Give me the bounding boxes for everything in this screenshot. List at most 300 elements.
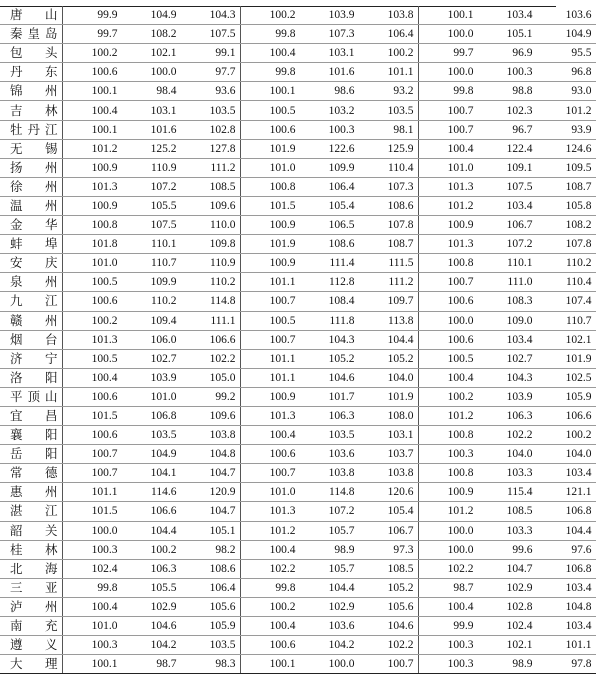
city-name-cell: 泉州 (0, 273, 62, 292)
city-name-cell: 锦州 (0, 82, 62, 101)
index-value-cell: 100.4 (240, 540, 300, 559)
index-value-cell: 101.2 (418, 406, 478, 425)
index-value-cell: 105.9 (181, 617, 241, 636)
city-name-cell: 吉林 (0, 101, 62, 120)
index-value-cell: 107.8 (537, 235, 596, 254)
index-value-cell: 100.3 (418, 636, 478, 655)
index-value-cell: 103.1 (122, 101, 181, 120)
index-value-cell: 101.7 (300, 387, 359, 406)
table-row (0, 254, 596, 273)
index-value-cell: 103.6 (300, 445, 359, 464)
table-row (0, 158, 596, 177)
table-row (0, 139, 596, 158)
index-value-cell: 102.2 (478, 426, 537, 445)
index-value-cell: 100.9 (240, 387, 300, 406)
city-name-cell: 牡丹江 (0, 120, 62, 139)
index-value-cell: 103.4 (478, 330, 537, 349)
index-value-cell: 102.7 (122, 349, 181, 368)
index-value-cell: 105.8 (537, 196, 596, 215)
index-value-cell: 108.5 (181, 177, 241, 196)
price-index-table (0, 6, 596, 674)
index-value-cell: 105.1 (478, 25, 537, 44)
index-value-cell: 100.4 (62, 597, 122, 616)
index-value-cell: 103.1 (300, 44, 359, 63)
city-name-cell: 湛江 (0, 502, 62, 521)
index-value-cell: 100.6 (240, 445, 300, 464)
index-value-cell: 93.6 (181, 82, 241, 101)
index-value-cell: 110.1 (478, 254, 537, 273)
index-value-cell: 100.5 (418, 349, 478, 368)
index-value-cell: 110.1 (122, 235, 181, 254)
index-value-cell: 102.9 (122, 597, 181, 616)
index-value-cell: 98.2 (181, 540, 241, 559)
index-value-cell: 104.4 (300, 578, 359, 597)
index-value-cell: 100.2 (537, 426, 596, 445)
index-value-cell: 100.2 (62, 44, 122, 63)
index-value-cell: 100.9 (240, 216, 300, 235)
index-value-cell: 101.8 (62, 235, 122, 254)
index-value-cell: 122.4 (478, 139, 537, 158)
index-value-cell: 96.9 (478, 44, 537, 63)
index-value-cell: 112.8 (300, 273, 359, 292)
index-value-cell: 114.6 (122, 483, 181, 502)
table-row (0, 6, 596, 25)
index-value-cell: 101.0 (240, 483, 300, 502)
index-value-cell: 111.0 (478, 273, 537, 292)
table-row (0, 349, 596, 368)
index-value-cell: 103.4 (537, 617, 596, 636)
index-value-cell: 110.2 (122, 292, 181, 311)
index-value-cell: 107.3 (359, 177, 419, 196)
index-value-cell: 95.5 (537, 44, 596, 63)
index-value-cell: 100.1 (240, 82, 300, 101)
index-value-cell: 107.2 (122, 177, 181, 196)
index-value-cell: 104.9 (122, 445, 181, 464)
index-value-cell: 105.2 (300, 349, 359, 368)
index-value-cell: 97.3 (359, 540, 419, 559)
index-value-cell: 100.3 (478, 63, 537, 82)
index-value-cell: 104.8 (537, 597, 596, 616)
index-value-cell: 100.8 (418, 426, 478, 445)
table-row (0, 292, 596, 311)
index-value-cell: 106.6 (181, 330, 241, 349)
index-value-cell: 108.4 (300, 292, 359, 311)
index-value-cell: 106.6 (122, 502, 181, 521)
index-value-cell: 110.7 (122, 254, 181, 273)
index-value-cell: 99.7 (418, 44, 478, 63)
index-value-cell: 108.0 (359, 406, 419, 425)
index-value-cell: 98.4 (122, 82, 181, 101)
index-value-cell: 114.8 (300, 483, 359, 502)
index-value-cell: 111.1 (181, 311, 241, 330)
index-value-cell: 109.7 (359, 292, 419, 311)
index-value-cell: 109.6 (181, 196, 241, 215)
index-value-cell: 101.9 (240, 139, 300, 158)
index-value-cell: 110.9 (122, 158, 181, 177)
index-value-cell: 98.6 (300, 82, 359, 101)
table-row (0, 502, 596, 521)
index-value-cell: 124.6 (537, 139, 596, 158)
index-value-cell: 100.1 (62, 120, 122, 139)
index-value-cell: 103.6 (537, 6, 596, 25)
city-name-cell: 温州 (0, 196, 62, 215)
index-value-cell: 100.5 (62, 349, 122, 368)
index-value-cell: 110.4 (359, 158, 419, 177)
index-value-cell: 101.1 (359, 63, 419, 82)
table-row (0, 464, 596, 483)
city-name-cell: 大理 (0, 655, 62, 674)
index-value-cell: 105.4 (300, 196, 359, 215)
index-value-cell: 101.6 (122, 120, 181, 139)
index-value-cell: 100.0 (418, 311, 478, 330)
index-value-cell: 98.3 (181, 655, 241, 674)
index-value-cell: 100.2 (240, 597, 300, 616)
city-name-cell: 桂林 (0, 540, 62, 559)
index-value-cell: 106.0 (122, 330, 181, 349)
index-value-cell: 106.3 (478, 406, 537, 425)
index-value-cell: 101.1 (240, 273, 300, 292)
index-value-cell: 100.1 (62, 82, 122, 101)
index-value-cell: 108.5 (359, 559, 419, 578)
table-row (0, 578, 596, 597)
index-value-cell: 106.3 (122, 559, 181, 578)
index-value-cell: 102.2 (418, 559, 478, 578)
index-value-cell: 103.4 (478, 196, 537, 215)
index-value-cell: 96.7 (478, 120, 537, 139)
table-row (0, 387, 596, 406)
index-value-cell: 106.4 (300, 177, 359, 196)
index-value-cell: 103.1 (359, 426, 419, 445)
index-value-cell: 100.7 (240, 292, 300, 311)
index-value-cell: 108.7 (359, 235, 419, 254)
index-value-cell: 111.4 (300, 254, 359, 273)
index-value-cell: 109.8 (181, 235, 241, 254)
index-value-cell: 125.2 (122, 139, 181, 158)
index-value-cell: 99.8 (240, 25, 300, 44)
index-value-cell: 103.8 (359, 464, 419, 483)
index-value-cell: 104.0 (478, 445, 537, 464)
index-value-cell: 100.9 (418, 483, 478, 502)
table-row (0, 82, 596, 101)
city-name-cell: 常德 (0, 464, 62, 483)
index-value-cell: 100.4 (240, 44, 300, 63)
index-value-cell: 100.3 (62, 636, 122, 655)
index-value-cell: 93.0 (537, 82, 596, 101)
index-value-cell: 102.4 (62, 559, 122, 578)
index-value-cell: 100.3 (300, 120, 359, 139)
index-value-cell: 103.5 (181, 101, 241, 120)
index-value-cell: 99.8 (240, 578, 300, 597)
index-value-cell: 106.4 (359, 25, 419, 44)
index-value-cell: 107.5 (181, 25, 241, 44)
table-row (0, 273, 596, 292)
table-row (0, 483, 596, 502)
index-value-cell: 101.3 (240, 502, 300, 521)
city-name-cell: 三亚 (0, 578, 62, 597)
index-value-cell: 104.0 (359, 368, 419, 387)
index-value-cell: 100.2 (240, 6, 300, 25)
table-row (0, 559, 596, 578)
index-value-cell: 109.4 (122, 311, 181, 330)
index-value-cell: 102.2 (359, 636, 419, 655)
city-name-cell: 洛阳 (0, 368, 62, 387)
index-value-cell: 102.3 (478, 101, 537, 120)
index-value-cell: 110.2 (181, 273, 241, 292)
index-value-cell: 100.7 (359, 655, 419, 674)
table-row (0, 521, 596, 540)
index-value-cell: 101.2 (240, 521, 300, 540)
city-name-cell: 南充 (0, 617, 62, 636)
index-value-cell: 98.8 (478, 82, 537, 101)
index-value-cell: 102.1 (478, 636, 537, 655)
index-value-cell: 105.6 (359, 597, 419, 616)
index-value-cell: 110.4 (537, 273, 596, 292)
index-value-cell: 104.4 (537, 521, 596, 540)
index-value-cell: 103.8 (300, 464, 359, 483)
index-value-cell: 101.2 (418, 502, 478, 521)
index-value-cell: 100.1 (62, 655, 122, 674)
index-value-cell: 103.5 (181, 636, 241, 655)
city-name-cell: 岳阳 (0, 445, 62, 464)
index-value-cell: 104.9 (537, 25, 596, 44)
index-value-cell: 100.2 (122, 540, 181, 559)
index-value-cell: 100.3 (418, 445, 478, 464)
index-value-cell: 100.7 (62, 445, 122, 464)
index-value-cell: 102.1 (122, 44, 181, 63)
index-value-cell: 109.6 (181, 406, 241, 425)
index-value-cell: 107.5 (478, 177, 537, 196)
index-value-cell: 108.7 (537, 177, 596, 196)
table-row (0, 636, 596, 655)
city-name-cell: 扬州 (0, 158, 62, 177)
index-value-cell: 109.5 (537, 158, 596, 177)
index-value-cell: 109.9 (300, 158, 359, 177)
city-name-cell: 惠州 (0, 483, 62, 502)
table-row (0, 196, 596, 215)
index-value-cell: 101.6 (300, 63, 359, 82)
index-value-cell: 100.3 (418, 655, 478, 674)
index-value-cell: 108.2 (122, 25, 181, 44)
index-value-cell: 101.3 (62, 330, 122, 349)
index-value-cell: 104.3 (478, 368, 537, 387)
index-value-cell: 99.9 (62, 6, 122, 25)
index-value-cell: 101.0 (240, 158, 300, 177)
city-name-cell: 襄阳 (0, 426, 62, 445)
index-value-cell: 100.6 (62, 387, 122, 406)
index-value-cell: 101.5 (62, 406, 122, 425)
index-value-cell: 93.2 (359, 82, 419, 101)
index-value-cell: 105.5 (122, 578, 181, 597)
index-value-cell: 100.0 (300, 655, 359, 674)
index-value-cell: 102.5 (537, 368, 596, 387)
index-value-cell: 100.6 (418, 292, 478, 311)
index-value-cell: 100.9 (62, 158, 122, 177)
index-value-cell: 104.0 (537, 445, 596, 464)
index-value-cell: 100.4 (62, 101, 122, 120)
index-value-cell: 99.8 (240, 63, 300, 82)
index-value-cell: 110.9 (181, 254, 241, 273)
index-value-cell: 104.7 (181, 464, 241, 483)
index-value-cell: 101.0 (418, 158, 478, 177)
index-value-cell: 120.6 (359, 483, 419, 502)
city-name-cell: 九江 (0, 292, 62, 311)
index-value-cell: 106.7 (359, 521, 419, 540)
index-value-cell: 108.6 (181, 559, 241, 578)
index-value-cell: 108.2 (537, 216, 596, 235)
index-value-cell: 100.0 (418, 25, 478, 44)
index-value-cell: 108.5 (478, 502, 537, 521)
index-value-cell: 110.7 (537, 311, 596, 330)
index-value-cell: 101.0 (122, 387, 181, 406)
index-value-cell: 110.0 (181, 216, 241, 235)
index-value-cell: 106.3 (300, 406, 359, 425)
city-name-cell: 宜昌 (0, 406, 62, 425)
index-value-cell: 107.2 (478, 235, 537, 254)
index-value-cell: 105.2 (359, 578, 419, 597)
index-value-cell: 106.8 (537, 502, 596, 521)
index-value-cell: 104.6 (359, 617, 419, 636)
index-value-cell: 102.9 (478, 578, 537, 597)
index-value-cell: 100.4 (418, 139, 478, 158)
index-value-cell: 100.9 (418, 216, 478, 235)
city-name-cell: 泸州 (0, 597, 62, 616)
index-value-cell: 100.0 (62, 521, 122, 540)
index-value-cell: 113.8 (359, 311, 419, 330)
index-value-cell: 110.2 (537, 254, 596, 273)
index-value-cell: 100.2 (359, 44, 419, 63)
index-value-cell: 103.4 (537, 464, 596, 483)
city-name-cell: 济宁 (0, 349, 62, 368)
index-value-cell: 111.8 (300, 311, 359, 330)
table-row (0, 44, 596, 63)
index-value-cell: 99.7 (62, 25, 122, 44)
city-name-cell: 安庆 (0, 254, 62, 273)
index-value-cell: 100.6 (62, 63, 122, 82)
index-value-cell: 109.0 (478, 311, 537, 330)
index-value-cell: 100.9 (62, 196, 122, 215)
index-value-cell: 105.5 (122, 196, 181, 215)
index-value-cell: 106.8 (537, 559, 596, 578)
table-row (0, 445, 596, 464)
index-value-cell: 104.7 (478, 559, 537, 578)
index-value-cell: 107.3 (300, 25, 359, 44)
index-value-cell: 111.2 (181, 158, 241, 177)
index-value-cell: 101.0 (62, 254, 122, 273)
index-value-cell: 100.4 (240, 426, 300, 445)
index-value-cell: 99.1 (181, 44, 241, 63)
table-row (0, 406, 596, 425)
index-value-cell: 101.9 (359, 387, 419, 406)
city-name-cell: 包头 (0, 44, 62, 63)
table-row (0, 655, 596, 674)
index-value-cell: 97.8 (537, 655, 596, 674)
index-value-cell: 107.4 (537, 292, 596, 311)
index-value-cell: 101.9 (240, 235, 300, 254)
table-row (0, 177, 596, 196)
index-value-cell: 107.2 (300, 502, 359, 521)
index-value-cell: 103.9 (122, 368, 181, 387)
index-value-cell: 105.1 (181, 521, 241, 540)
index-value-cell: 111.5 (359, 254, 419, 273)
index-value-cell: 98.9 (478, 655, 537, 674)
index-value-cell: 99.9 (418, 617, 478, 636)
index-value-cell: 108.3 (478, 292, 537, 311)
index-value-cell: 125.9 (359, 139, 419, 158)
index-value-cell: 102.2 (181, 349, 241, 368)
index-value-cell: 102.7 (478, 349, 537, 368)
city-name-cell: 平顶山 (0, 387, 62, 406)
index-value-cell: 106.4 (181, 578, 241, 597)
index-value-cell: 100.9 (240, 254, 300, 273)
index-value-cell: 101.2 (418, 196, 478, 215)
index-value-cell: 100.1 (418, 6, 478, 25)
index-value-cell: 105.7 (300, 559, 359, 578)
index-value-cell: 93.9 (537, 120, 596, 139)
table-row (0, 311, 596, 330)
index-value-cell: 100.6 (240, 636, 300, 655)
index-value-cell: 105.6 (181, 597, 241, 616)
index-value-cell: 100.4 (418, 368, 478, 387)
table-row (0, 368, 596, 387)
index-value-cell: 127.8 (181, 139, 241, 158)
index-value-cell: 99.2 (181, 387, 241, 406)
table-row (0, 120, 596, 139)
index-value-cell: 122.6 (300, 139, 359, 158)
city-name-cell: 无锡 (0, 139, 62, 158)
index-value-cell: 100.0 (418, 521, 478, 540)
index-value-cell: 100.6 (62, 292, 122, 311)
index-value-cell: 96.8 (537, 63, 596, 82)
city-name-cell: 遵义 (0, 636, 62, 655)
index-value-cell: 100.0 (418, 63, 478, 82)
index-value-cell: 100.7 (418, 120, 478, 139)
index-value-cell: 114.8 (181, 292, 241, 311)
index-value-cell: 104.2 (300, 636, 359, 655)
table-row (0, 101, 596, 120)
index-value-cell: 101.0 (62, 617, 122, 636)
index-value-cell: 104.7 (181, 502, 241, 521)
index-value-cell: 100.6 (240, 120, 300, 139)
index-value-cell: 100.8 (240, 177, 300, 196)
index-value-cell: 101.9 (537, 349, 596, 368)
index-value-cell: 98.7 (418, 578, 478, 597)
index-value-cell: 108.6 (300, 235, 359, 254)
index-value-cell: 101.1 (240, 368, 300, 387)
index-value-cell: 101.5 (62, 502, 122, 521)
index-value-cell: 103.5 (122, 426, 181, 445)
index-value-cell: 102.1 (537, 330, 596, 349)
index-value-cell: 109.9 (122, 273, 181, 292)
index-value-cell: 111.2 (359, 273, 419, 292)
index-value-cell: 102.8 (181, 120, 241, 139)
index-value-cell: 105.2 (359, 349, 419, 368)
city-name-cell: 北海 (0, 559, 62, 578)
index-value-cell: 102.2 (240, 559, 300, 578)
index-value-cell: 103.4 (537, 578, 596, 597)
index-value-cell: 109.1 (478, 158, 537, 177)
index-value-cell: 100.7 (240, 464, 300, 483)
table-row (0, 25, 596, 44)
index-value-cell: 100.2 (418, 387, 478, 406)
index-value-cell: 104.6 (122, 617, 181, 636)
city-name-cell: 丹东 (0, 63, 62, 82)
index-value-cell: 100.8 (418, 464, 478, 483)
index-value-cell: 106.5 (300, 216, 359, 235)
index-value-cell: 115.4 (478, 483, 537, 502)
city-name-cell: 烟台 (0, 330, 62, 349)
index-value-cell: 103.3 (478, 521, 537, 540)
index-value-cell: 100.0 (418, 540, 478, 559)
